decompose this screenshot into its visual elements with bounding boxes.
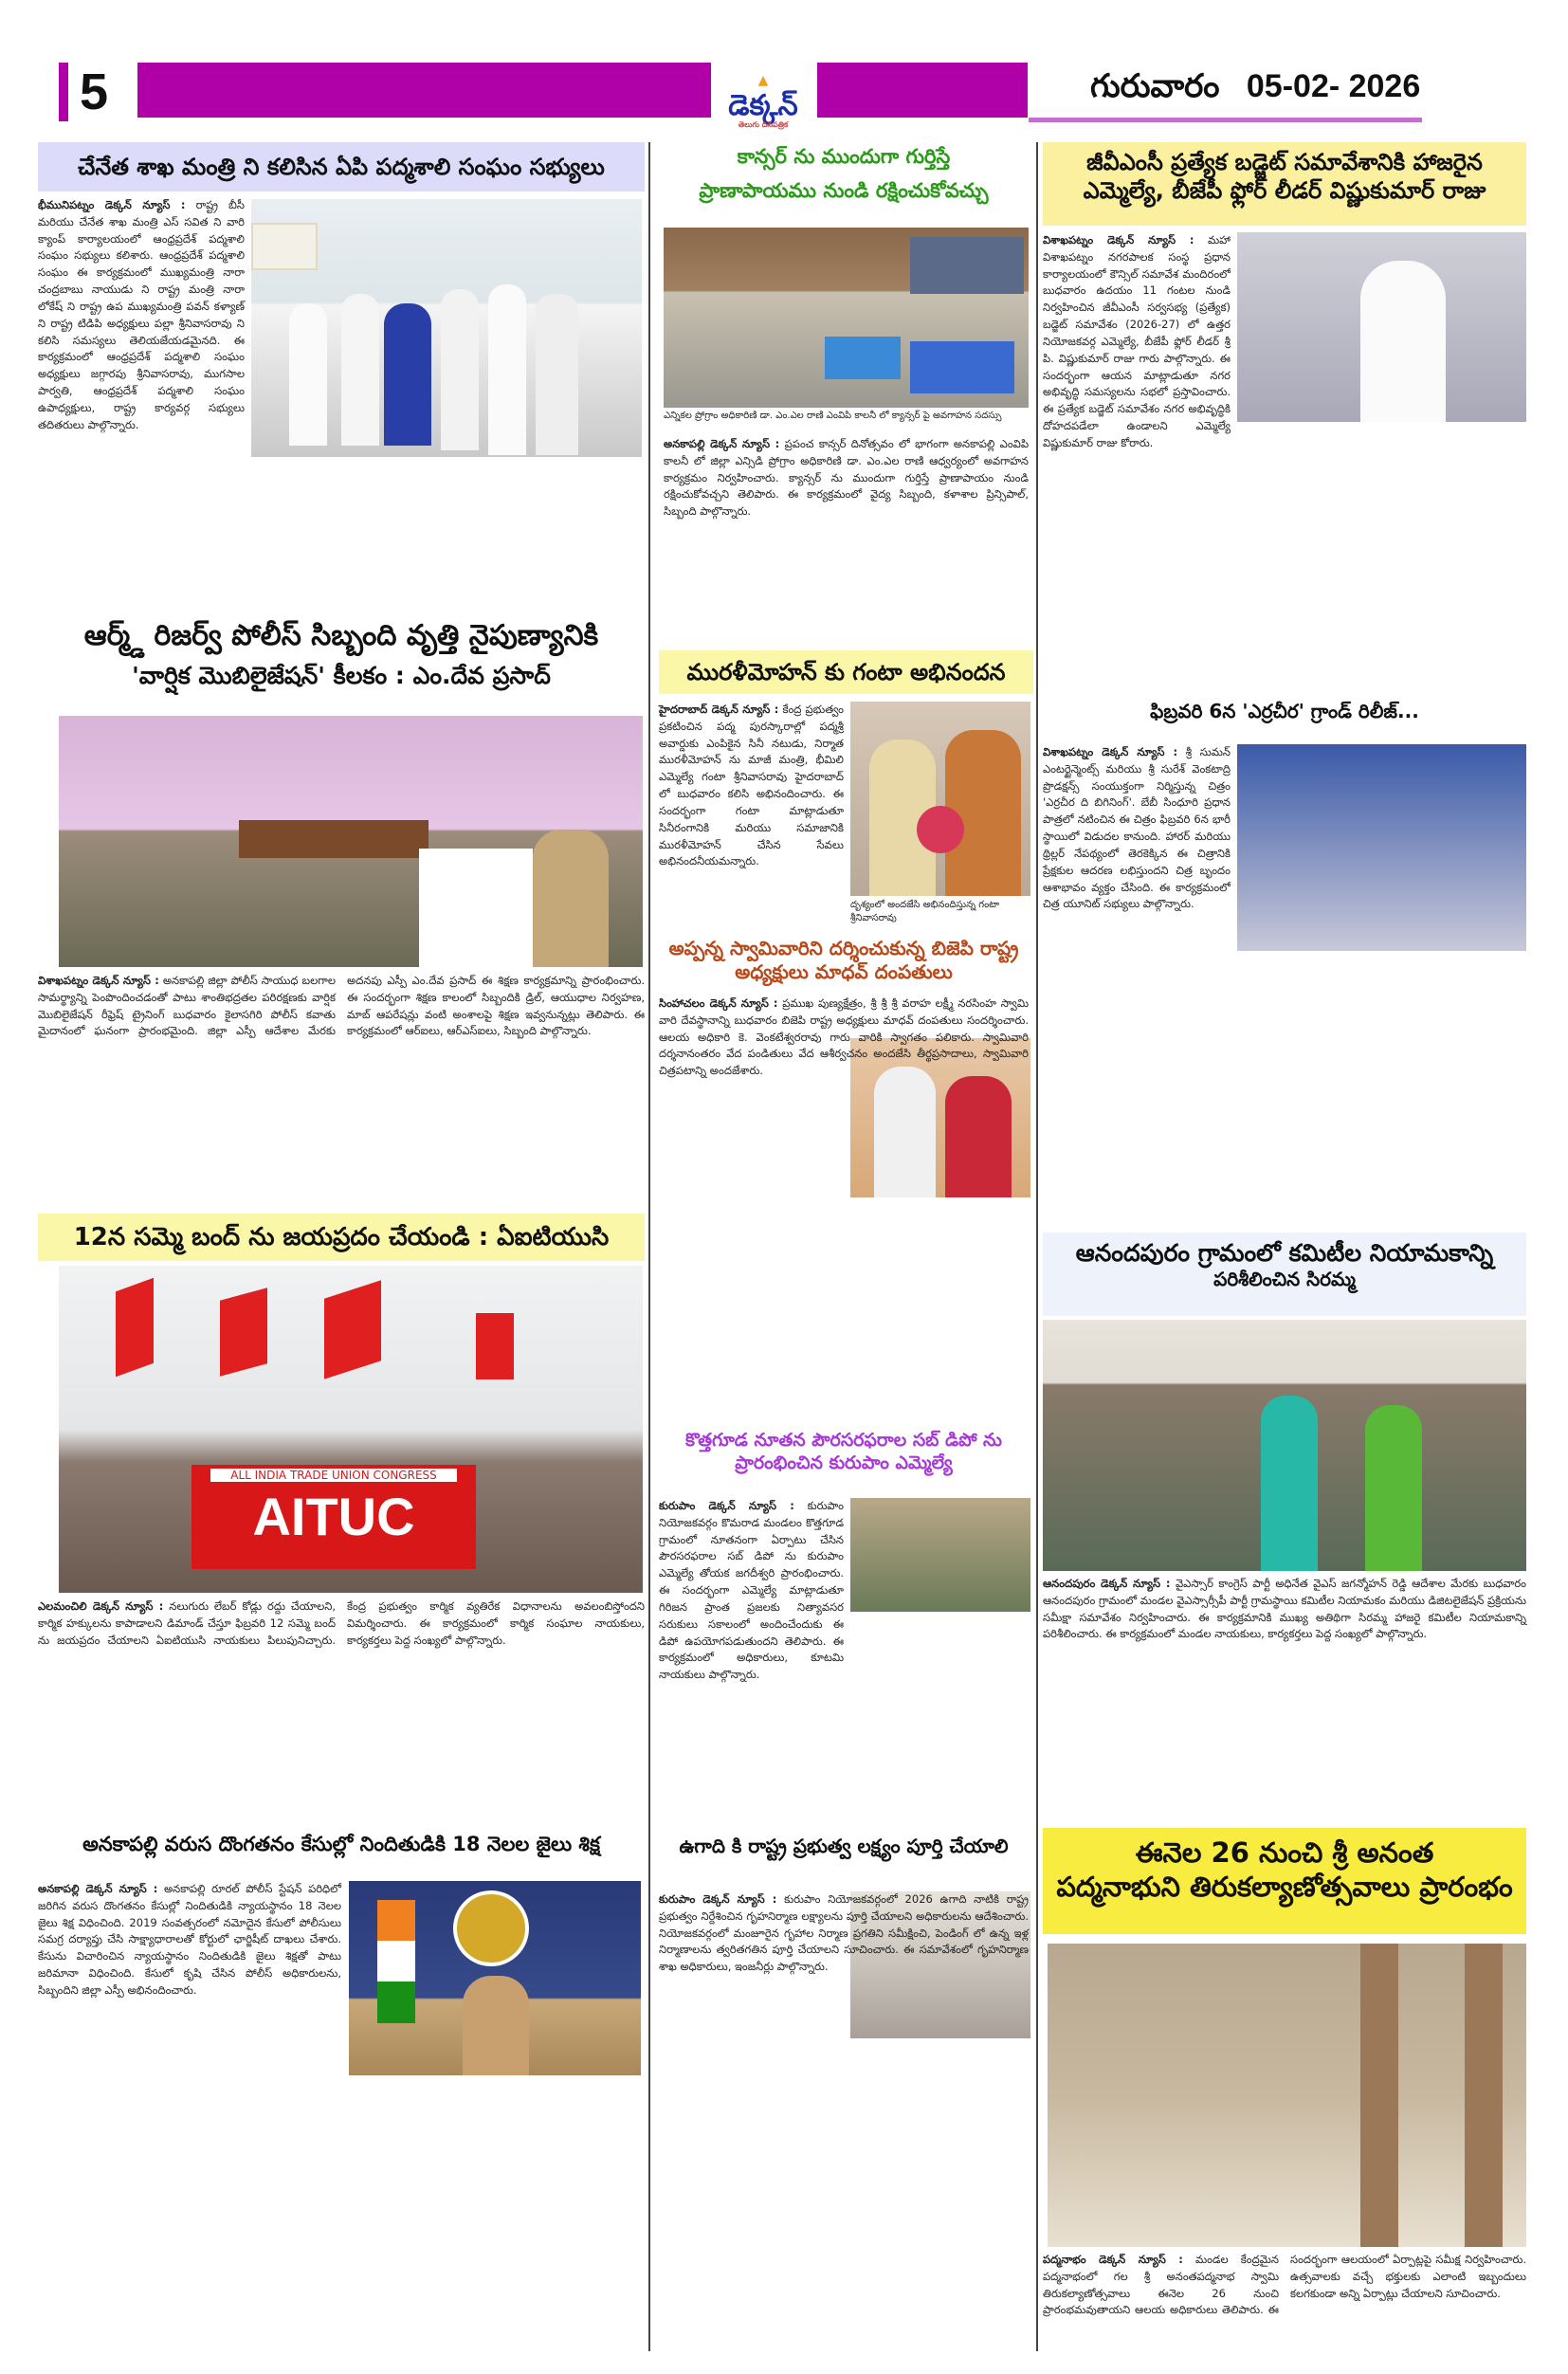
article-photo [850,702,1030,896]
page-number: 5 [59,63,123,121]
article-photo [59,716,643,967]
article-body [664,436,1029,640]
article-text: కేంద్ర ప్రభుత్వం ప్రకటించిన పద్మ పురస్కారాల్లో పద్మశ్రీ అవార్డుకు ఎంపికైన సినీ నటుడు, నిర్మాత మురళీమోహన్ ను మాజీ మంత్రి, భీమిలి ఎమ్మెల్యే గంటా శ్రీనివాసరావు హైదరాబాద్ లో బుధవారం కలిసి అభినందించారు. ఈ సందర్భంగా గంటా మాట్లాడుతూ సినీరంగానికి మరియు సమాజానికి మురళీమోహన్ చేసిన సేవలు అభినందనీయమన్నారు. [659,703,845,868]
article-text: కురుపాం నియోజకవర్గంలో 2026 ఉగాది నాటికి రాష్ట్ర ప్రభుత్వం నిర్దేశించిన గృహనిర్మాణ లక్ష్యాలను పూర్తి చేయాలని అధికారులను ఆదేశించారు. నియోజకవర్గంలో మంజూరైన గృహాల నిర్మాణ ప్రగతిని సమీక్షించి, పెండింగ్ లో ఉన్న ఇళ్ల నిర్మాణాలను త్వరితగతిన పూర్తి చేయాలని సూచించారు. ఈ సమావేశంలో గృహనిర్మాణ శాఖ అధికారులు, ఇంజనీర్లు పాల్గొన్నారు. [659,1892,1030,1974]
masthead-band-left [137,63,711,118]
article-headline: అనకాపల్లి వరుస దొంగతనం కేసుల్లో నిందితుడికి 18 నెలల జైలు శిక్ష [82,1833,600,1855]
dateline-header [1090,68,1420,113]
article-headline: కొత్తగూడ నూతన పౌరసరఫరాల సబ్ డిపో ను ప్రారంభించిన కురుపాం ఎమ్మెల్యే [685,1430,1002,1473]
article-dateline: సింహాచలం డెక్కన్ న్యూస్ : [659,996,778,1010]
article-headline: అప్పన్న స్వామివారిని దర్శించుకున్న బిజెపి రాష్ట్ర అధ్యక్షులు మాధవ్ దంపతులు [668,937,1019,983]
article-headline-box [1043,1828,1526,1934]
article-body [38,1598,645,1812]
article-subheadline: పరిశీలించిన సిరమ్మ [1213,1268,1356,1291]
article-photo [1237,232,1526,422]
logo-text: డెక్కన్ [728,89,798,122]
article-headline: ఈనెల 26 నుంచి శ్రీ అనంత [1135,1836,1434,1869]
banner-subtext: ALL INDIA TRADE UNION CONGRESS [210,1469,457,1482]
article-dateline: ఆనందపురం డెక్కన్ న్యూస్ : [1043,1577,1171,1590]
article-headline: ఉగాది కి రాష్ట్ర ప్రభుత్వ లక్ష్యం పూర్తి చేయాలి [679,1835,1009,1857]
article-body [1043,744,1231,1223]
article-dateline: భీమునిపట్నం డెక్కన్ న్యూస్ : [38,198,186,211]
article-subheadline: ఎమ్మెల్యే, బీజేపీ ఫ్లోర్ లీడర్ విష్ణుకుమార్ రాజు [1083,177,1486,204]
article-photo [59,1266,643,1593]
article-headline: ఆనందపురం గ్రామంలో కమిటీల నియామకాన్ని [1075,1239,1494,1267]
date: 05-02- 2026 [1246,68,1421,104]
article-body [38,197,245,463]
article-photo [850,1498,1030,1612]
article-headline: కాన్సర్ ను ముందుగా గుర్తిస్తే [737,145,951,168]
article-body [1043,2252,1526,2347]
logo-tagline: తెలుగు దినపత్రిక [738,120,789,129]
article-dateline: విశాఖపట్నం డెక్కన్ న్యూస్ : [1043,745,1178,758]
article-body [1043,1576,1526,1817]
article-photo [349,1881,641,2075]
article-dateline: అనకాపల్లి డెక్కన్ న్యూస్ : [38,1882,158,1895]
article-headline: చేనేత శాఖ మంత్రి ని కలిసిన ఏపి పద్మశాలి సంఘం సభ్యులు [38,142,645,192]
article-headline-box [1043,1233,1526,1316]
article-dateline: పద్మనాభం డెక్కన్ న్యూస్ : [1043,2253,1183,2266]
article-headline: జీవీఎంసీ ప్రత్యేక బడ్జెట్ సమావేశానికి హాజరైన [1086,149,1483,175]
article-body [659,702,844,929]
banner-text: AITUC [252,1487,415,1546]
masthead-band-right [817,63,1028,118]
article-headline: ఆర్మ్డ్ రిజర్వ్ పోలీస్ సిబ్బంది వృత్తి నైపుణ్యానికి [83,619,599,652]
article-headline: మురళీమోహన్ కు గంటా అభినందన [659,650,1033,694]
article-photo [251,199,642,457]
article-text: రాష్ట్ర బీసీ మరియు చేనేత శాఖ మంత్రి ఎస్ సవిత ని వారి క్యాంప్ కార్యాలయంలో ఆంధ్రప్రదేశ్ పద్మశాలి సంఘం సభ్యులు కలిశారు. ఆంధ్రప్రదేశ్ పద్మశాలి సంఘం ఈ కార్యక్రమంలో ముఖ్యమంత్రి నారా చంద్రబాబు నాయుడు ని రాష్ట్ర మంత్రి నారా లోకేష్ ని రాష్ట్ర ఉప ముఖ్యమంత్రి పవన్ కళ్యాణ్ ని రాష్ట్ర టిడిపి అధ్యక్షులు పల్లా శ్రీనివాసరావు ని కలిసి సమస్యలు తెలియజేయడమైనది. ఈ కార్యక్రమంలో ఆంధ్రప్రదేశ్ పద్మశాలి సంఘం అధ్యక్షులు జగ్గారపు శ్రీనివాసరావు, ముగసాల పార్వతి, ఆంధ్రప్రదేశ్ పద్మశాలి సంఘం ఉపాధ్యక్షులు, రాష్ట్ర కార్యవర్గ సభ్యులు తదితరులు పాల్గొన్నారు. [38,198,245,431]
logo: ▲ డెక్కన్ తెలుగు దినపత్రిక [711,59,815,121]
article-dateline: విశాఖపట్నం డెక్కన్ న్యూస్ : [1043,233,1194,247]
photo-caption: ఎన్నికల ప్రోగ్రాం అధికారిణి డా. ఎం.ఎల రాణి ఎంవిపి కాలనీ లో క్యాన్సర్ పై అవగాహన సదస్సు [664,411,1002,421]
article-text: వైఎస్సార్ కాంగ్రెస్ పార్టీ అధినేత వైఎస్ జగన్మోహన్ రెడ్డి ఆదేశాల మేరకు బుధవారం ఆనందపురం గ్రామంలో మండల వైఎస్సార్సీపీ పార్టీ గ్రామస్థాయి కమిటీల నియామకం మరియు డిజిటలైజేషన్ ప్రక్రియను సమీక్షా సమావేశం నిర్వహించారు. ఈ కార్యక్రమానికి ముఖ్య అతిథిగా సిరమ్మ హాజరై కమిటీల నియామకాన్ని పరిశీలించారు. ఈ కార్యక్రమంలో మండల నాయకులు, కార్యకర్తలు పెద్ద సంఖ్యలో పాల్గొన్నారు. [1043,1577,1527,1641]
article-text: అనకాపల్లి జిల్లా పోలీస్ సాయుధ బలగాల సామర్థ్యాన్ని పెంపొందించడంతో పాటు శాంతిభద్రతల పరిరక్షణకు వార్షిక మొబిలైజేషన్ రీఫ్రెష్ ట్రైనింగ్ బుధవారం కైలాసగిరి పోలీస్ కవాతు మైదానంలో ఘనంగా ప్రారంభమైంది. జిల్లా ఎస్పీ ఆదేశాల మేరకు అదనపు ఎస్పీ ఎం.దేవ ప్రసాద్ ఈ శిక్షణ కార్యక్రమాన్ని ప్రారంభించారు. ఈ సందర్భంగా శిక్షణ కాలంలో సిబ్బందికి డ్రిల్, ఆయుధాల నిర్వహణ, మాబ్ ఆపరేషన్లు వంటి అంశాలపై శిక్షణ ఇవ్వనున్నట్లు తెలిపారు. ఈ కార్యక్రమంలో ఆర్ఐలు, ఆర్ఎస్ఐలు, సిబ్బంది పాల్గొన్నారు. [38,974,645,1038]
article-body [38,973,645,1205]
article-photo [664,228,1029,408]
article-dateline: ఎలమంచిలి డెక్కన్ న్యూస్ : [38,1599,164,1613]
photo-caption: దృశ్యంలో అందజేసి అభినందిస్తున్న గంటా శ్రీనివాసరావు [850,900,1000,923]
article-subheadline: పద్మనాభుని తిరుకల్యాణోత్సవాలు ప్రారంభం [1056,1871,1513,1904]
article-headline: ఫిబ్రవరి 6న 'ఎర్రచీర' గ్రాండ్ రిలీజ్... [1150,700,1419,722]
article-dateline: విశాఖపట్నం డెక్కన్ న్యూస్ : [38,974,159,987]
article-text: అనకాపల్లి రూరల్ పోలీస్ స్టేషన్ పరిధిలో జరిగిన వరుస దొంగతనం కేసుల్లో నిందితుడికి న్యాయస్థానం 18 నెలల జైలు శిక్ష విధించింది. 2019 సంవత్సరంలో నమోదైన కేసులో పోలీసులు సమగ్ర దర్యాప్తు చేసి సాక్ష్యాధారాలతో కోర్టులో ఛార్జిషీట్ దాఖలు చేశారు. కేసును విచారించిన న్యాయస్థానం నిందితుడికి జైలు శిక్షతో పాటు జరిమానా విధించింది. కేసులో కృషి చేసిన పోలీస్ అధికారులను, సిబ్బందిని జిల్లా ఎస్పీ అభినందించారు. [38,1882,342,1997]
article-subheadline: 'వార్షిక మొబిలైజేషన్' కీలకం : ఎం.దేవ ప్రసాద్ [132,662,551,689]
article-text: కురుపాం నియోజకవర్గం కొమరాడ మండలం కొత్తగూడ గ్రామంలో నూతనంగా ఏర్పాటు చేసిన పౌరసరఫరాల సబ్ డిపో ను కురుపాం ఎమ్మెల్యే తోయక జగదీశ్వరి ప్రారంభించారు. ఈ సందర్భంగా ఎమ్మెల్యే మాట్లాడుతూ గిరిజన ప్రాంత ప్రజలకు నిత్యావసర సరుకులు సకాలంలో అందించేందుకు ఈ డిపో ఉపయోగపడుతుందని తెలిపారు. ఈ కార్యక్రమంలో అధికారులు, కూటమి నాయకులు పాల్గొన్నారు. [659,1499,844,1682]
article-body [659,1891,1029,2347]
article-text: మండల కేంద్రమైన పద్మనాభంలో గల శ్రీ అనంతపద్మనాభ స్వామి తిరుకల్యాణోత్సవాలు ఈనెల 26 నుంచి ప్రారంభమవుతాయని ఆలయ అధికారులు తెలిపారు. ఈ సందర్భంగా ఆలయంలో ఏర్పాట్లపై సమీక్ష నిర్వహించారు. ఉత్సవాలకు వచ్చే భక్తులకు ఎలాంటి ఇబ్బందులు కలగకుండా అన్ని ఏర్పాట్లు చేయాలని సూచించారు. [1043,2253,1526,2317]
article-text: శ్రీ సుమన్ ఎంటర్టైన్మెంట్స్ మరియు శ్రీ సురేశ్ వెంకటాద్రి ప్రొడక్షన్స్ సంయుక్తంగా నిర్మిస్తున్న చిత్రం 'ఎర్రచీర ది బిగినింగ్'. బేబీ సింధూరి ప్రధాన పాత్రలో నటించిన ఈ చిత్రం ఫిబ్రవరి 6న భారీ స్థాయిలో విడుదల కానుంది. హారర్ మరియు థ్రిల్లర్ నేపథ్యంలో తెరకెక్కిన ఈ చిత్రానికి ప్రేక్షకుల ఆదరణ లభిస్తుందని చిత్ర బృందం ఆశాభావం వ్యక్తం చేసింది. ఈ కార్యక్రమంలో చిత్ర యూనిట్ సభ్యులు పాల్గొన్నారు. [1043,745,1231,911]
column-divider [648,142,650,2351]
aituc-banner [191,1465,476,1569]
article-text: మహా విశాఖపట్నం నగరపాలక సంస్థ ప్రధాన కార్యాలయంలో కౌన్సిల్ సమావేశ మందిరంలో బుధవారం ఉదయం 11 గంటల నుండి నిర్వహించిన జీవీఎంసీ సర్వసభ్య (ప్రత్యేక) బడ్జెట్ సమావేశం (2026-27) లో ఉత్తర నియోజకవర్గ ఎమ్మెల్యే, బీజేపీ ఫ్లోర్ లీడర్ శ్రీ పి. విష్ణుకుమార్ రాజు గారు పాల్గొన్నారు. ఈ సందర్భంగా ఆయన మాట్లాడుతూ నగర అభివృద్ధి సమస్యలను సభలో ప్రస్తావించారు. ఈ ప్రత్యేక బడ్జెట్ సమావేశం నగర అభివృద్ధికి దోహదపడేలా ఉండాలని ఎమ్మెల్యే విష్ణుకుమార్ రాజు కోరారు. [1043,233,1231,449]
day: గురువారం [1090,68,1220,104]
date-underline [1029,118,1422,122]
article-photo [1237,744,1526,951]
article-body [659,995,1029,1427]
article-headline-box [1043,142,1526,226]
article-text: ప్రపంచ కాన్సర్ దినోత్సవం లో భాగంగా అనకాపల్లి ఎంవిపి కాలనీ లో జిల్లా ఎన్సిడి ప్రోగ్రాం అధికారిణి డా. ఎం.ఎల రాణి ఆధ్వర్యంలో అవగాహన కార్యక్రమం నిర్వహించారు. క్యాన్సర్ ను ముందుగా గుర్తిస్తే ప్రాణాపాయం నుండి రక్షించుకోవచ్చని తెలిపారు. ఈ కార్యక్రమంలో వైద్య సిబ్బంది, కళాశాల ప్రిన్సిపాల్, సిబ్బంది పాల్గొన్నారు. [664,437,1030,519]
article-body [659,1498,844,1825]
column-divider [1036,142,1038,2351]
article-dateline: కురుపాం డెక్కన్ న్యూస్ : [659,1499,794,1512]
article-photo [1043,1320,1526,1571]
article-dateline: అనకాపల్లి డెక్కన్ న్యూస్ : [664,437,780,450]
article-subheadline: ప్రాణాపాయము నుండి రక్షించుకోవచ్చు [699,179,989,202]
article-dateline: కురుపాం డెక్కన్ న్యూస్ : [659,1892,777,1906]
article-text: ప్రముఖ పుణ్యక్షేత్రం, శ్రీ శ్రీ శ్రీ వరాహ లక్ష్మీ నరసింహ స్వామి వారి దేవస్థానాన్ని బుధవారం బిజెపి రాష్ట్ర అధ్యక్షులు మాధవ్ దంపతులు సందర్శించారు. ఆలయ అధికారి కె. వెంకటేశ్వరరావు గారు వారికి స్వాగతం పలికారు. స్వామివారి దర్శనానంతరం వేద పండితులు వేద ఆశీర్వచనం అందజేసి తీర్థప్రసాదాలు, స్వామివారి చిత్రపటాన్ని అందజేశారు. [659,996,1029,1078]
article-text: నలుగురు లేబర్ కోడ్లు రద్దు చేయాలని, కార్మిక హక్కులను కాపాడాలని డిమాండ్ చేస్తూ ఫిబ్రవరి 12 సమ్మె బంద్ ను జయప్రదం చేయాలని ఏఐటియుసి నాయకులు పిలుపునిచ్చారు. కేంద్ర ప్రభుత్వం కార్మిక వ్యతిరేక విధానాలను అవలంబిస్తోందని విమర్శించారు. ఈ కార్యక్రమంలో కార్మిక సంఘాల నాయకులు, కార్యకర్తలు పెద్ద సంఖ్యలో పాల్గొన్నారు. [38,1599,645,1647]
article-photo [1048,1944,1526,2247]
article-headline: 12న సమ్మె బంద్ ను జయప్రదం చేయండి : ఏఐటియుసి [38,1214,645,1261]
article-body [38,1881,341,2346]
article-body [1043,232,1231,449]
article-dateline: హైదరాబాద్ డెక్కన్ న్యూస్ : [659,703,779,716]
